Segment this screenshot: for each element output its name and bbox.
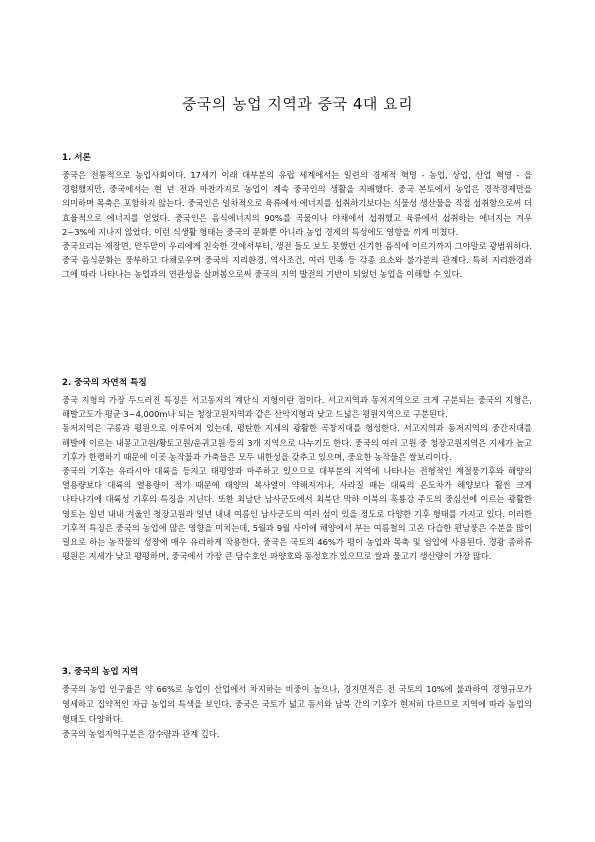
document-title: 중국의 농업 지역과 중국 4대 요리 xyxy=(181,95,414,113)
section-heading: 1. 서론 xyxy=(62,153,91,163)
section-heading: 2. 중국의 자연적 특징 xyxy=(62,378,147,388)
paragraph: 중국은 전통적으로 농업사회이다. 17세기 이래 대부분의 유럽 세계에서는 일련의 경제적 혁명 - 농업, 상업, 산업 혁명 - 을 경험했지만, 중국에서는 현 년 전과 마찬가지로 농업이 계속 중국인의 생활을 지배했다. 중국 본토에서 농업은 경작경제만을 의미하며 목축은 포함하지 않는다. 중국인은 일차적으로 육류에서 에너지를 섭취하기보다는 식물성 생산물을 직접 섭취함으로써 더 효율적으로 에너지를 얻었다. 중국인은 음식에너지의 90%를 곡물이나 야채에서 섭취했고 육류에서 섭취하는 에너지는 겨우 2~3%에 지나지 않았다. 이런 식생활 형태는 중국의 문화뿐 아니라 농업 경제의 특성에도 영향을 끼게 미쳤다. xyxy=(62,170,532,237)
paragraph: 중국의 농업지역구분은 강수량과 관계 깊다. xyxy=(62,729,220,739)
section-natural-features xyxy=(62,376,532,563)
paragraph: 중국 지형의 가장 두드러진 특징은 서고동저의 계단식 지형이란 점이다. 서고지역과 동저지역으로 크게 구분되는 중국의 지형은, 해발고도가 평균 3~4,000m나 되는 청장고원지역과 같은 산악지형과 낮고 드넓은 평원지역으로 구분된다. xyxy=(62,395,532,420)
paragraph: 중국요리는 재장면, 만두맏이 우리에게 친숙한 것에서부터, 생전 들도 보도 못했던 신기한 음식에 이르기까지 그야말로 광범위하다. 중국 음식문화는 풍부하고 다채로우며 중국의 지리환경, 역사조건, 여러 민족 등 각종 요소와 불가분의 관계다. 특히 지리환경과 그에 따라 나타나는 농업과의 연관성을 살펴봄으로써 중국의 지역 발전의 기반이 되었던 농업을 이해할 수 있다. xyxy=(62,241,532,280)
paragraph: 중국의 기후는 유라시아 대륙을 등지고 태평양과 마주하고 있으므로 대부분의 지역에 나타나는 전형적인 계절풍기후와 해양의 열용량보다 대륙의 열용량이 적기 때문에 태양의 복사열이 약해지거나, 사라질 때는 대륙의 온도차가 해양보다 훨씬 크게 나타나기에 대륙성 기후의 특징을 지닌다. 또한 최남단 남사군도에서 최북단 막하 이북의 흑룡강 주도의 중심선에 이르는 광활한 영토는 일년 내내 겨울인 청장고원과 일년 내내 여름인 남사군도의 여러 섬이 있을 정도로 다양한 기후 형태를 가지고 있다. 이러한 기후적 특징은 중국의 농업에 많은 영향을 미치는데, 5월과 9월 사이에 해양에서 부는 여름철의 고온 다습한 편남풍은 수분을 많이 필요로 하는 농작물의 성장에 매우 유리하게 작용한다. 중국은 국토의 46%가 평이 농업과 목축 및 임업에 사용된다. 경광 종하류 평원은 지세가 낮고 평평하며, 중국에서 가장 큰 담수호인 파양호와 동정호가 있으므로 쌀과 물고기 생산량이 가장 많다. xyxy=(62,466,532,562)
section-agricultural-regions xyxy=(62,665,532,742)
section-introduction xyxy=(62,151,532,282)
paragraph: 동저지역은 구릉과 평원으로 이루어져 있는데, 평탄한 지세의 광활한 곡창지대를 형성한다. 서고지역과 동저지역의 중간지대를 해발에 이르는 내몽고고원/황토고원/운귀고원 등의 3개 지역으로 나누기도 한다. 중국의 여러 고원 중 청장고원지역은 지세가 높고 기후가 한랭하기 때문에 이곳 농작물과 가축들은 모두 내한성을 갖추고 있으며, 중요한 농작물은 쌀보리이다. xyxy=(62,423,532,462)
section-heading: 3. 중국의 농업 지역 xyxy=(62,667,139,677)
paragraph: 중국의 농업 인구율은 약 66%로 농업이 산업에서 차지하는 비중이 높으나, 경지면적은 전 국토의 10%에 불과하여 경영규모가 영세하고 집약적인 자급 농업의 특색을 보인다. 중국은 국토가 넓고 동서와 남북 간의 기후가 현저히 다르므로 지역에 따라 농업의 형태도 다양하다. xyxy=(62,684,532,724)
